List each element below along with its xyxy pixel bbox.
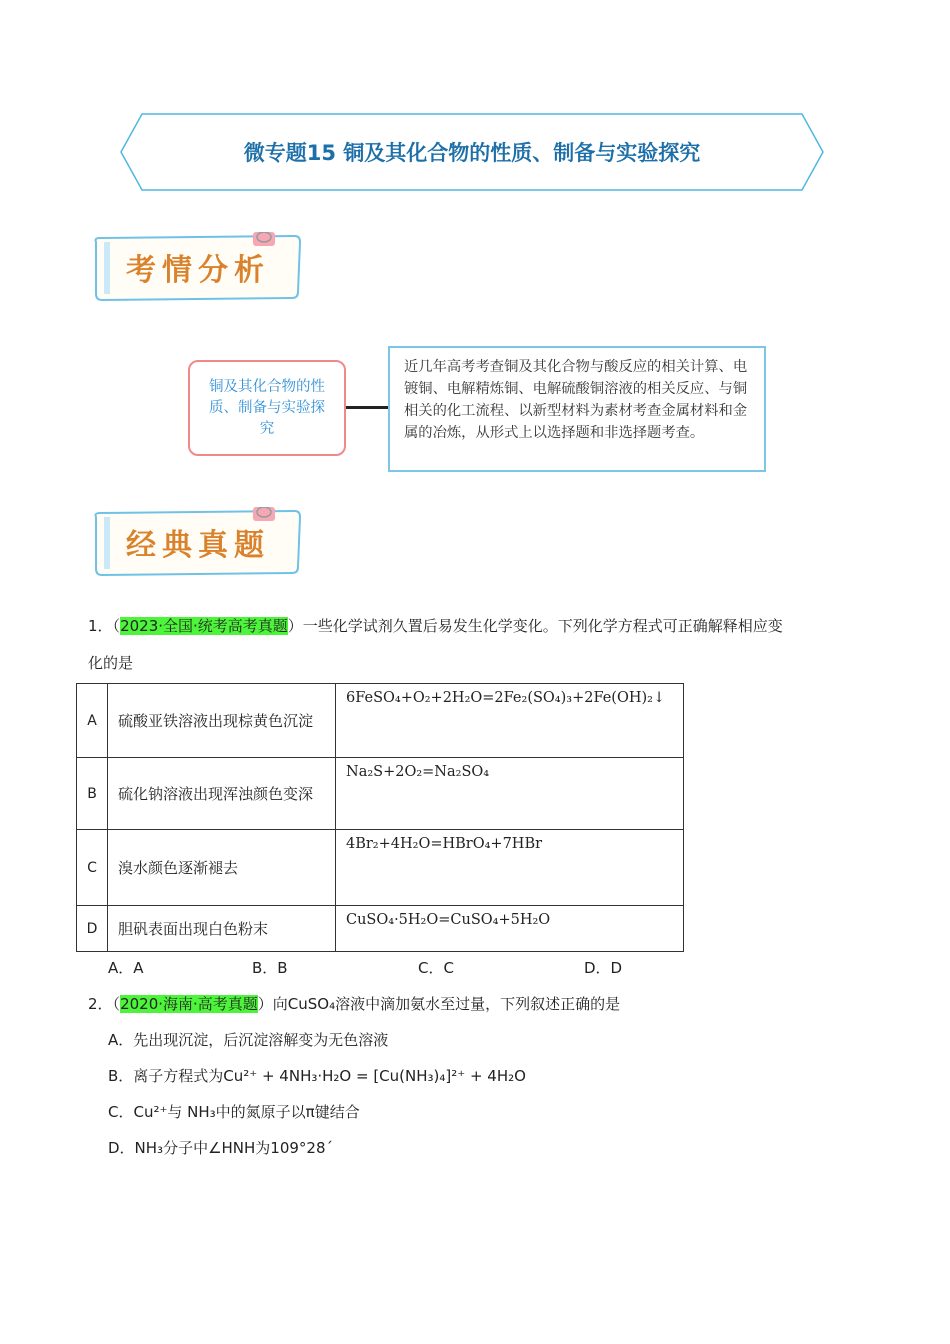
row-letter: A xyxy=(77,684,108,758)
row-letter: D xyxy=(77,906,108,952)
q2-option-d[interactable]: D．NH₃分子中∠HNH为109°28´ xyxy=(108,1139,334,1157)
section-label-classic xyxy=(90,507,302,577)
row-description: 硫化钠溶液出现浑浊颜色变深 xyxy=(108,758,336,830)
section-title-analysis: 考情分析 xyxy=(126,253,270,288)
connector-line xyxy=(346,406,390,409)
row-equation: CuSO₄·5H₂O=CuSO₄+5H₂O xyxy=(336,906,684,952)
table-row xyxy=(77,758,684,830)
row-description: 胆矾表面出现白色粉末 xyxy=(108,906,336,952)
q2-open-paren: （ xyxy=(112,995,121,1013)
row-letter: C xyxy=(77,830,108,906)
q1-table xyxy=(76,683,684,952)
row-description: 溴水颜色逐渐褪去 xyxy=(108,830,336,906)
row-equation: 4Br₂+4H₂O=HBrO₄+7HBr xyxy=(336,830,684,906)
q2-stem-text: 向CuSO₄溶液中滴加氨水至过量，下列叙述正确的是 xyxy=(272,995,621,1013)
row-letter: B xyxy=(77,758,108,830)
q2-option-b[interactable]: B．离子方程式为Cu²⁺ + 4NH₃·H₂O = [Cu(NH₃)₄]²⁺ + 4H₂O xyxy=(108,1067,526,1085)
row-equation: 6FeSO₄+O₂+2H₂O=2Fe₂(SO₄)₃+2Fe(OH)₂↓ xyxy=(336,684,684,758)
row-description: 硫酸亚铁溶液出现棕黄色沉淀 xyxy=(108,684,336,758)
q2-number: 2． xyxy=(88,995,113,1013)
q2-close-paren: ） xyxy=(257,995,273,1013)
row-equation: Na₂S+2O₂=Na₂SO₄ xyxy=(336,758,684,830)
q2-stem-line xyxy=(88,992,620,1016)
page-title: 微专题15 铜及其化合物的性质、制备与实验探究 xyxy=(243,141,701,165)
q2-option-c[interactable]: C．Cu²⁺与 NH₃中的氮原子以π键结合 xyxy=(108,1103,360,1121)
table-row xyxy=(77,830,684,906)
q1-stem-text: 一些化学试剂久置后易发生化学变化。下列化学方程式可正确解释相应变 xyxy=(302,617,783,635)
q1-number: 1． xyxy=(88,617,113,635)
q1-close-paren: ） xyxy=(287,617,303,635)
section-title-classic: 经典真题 xyxy=(126,528,270,563)
q1-stem-line1 xyxy=(88,614,783,638)
q1-option-a[interactable]: A．A xyxy=(108,959,144,977)
q1-stem-line2: 化的是 xyxy=(88,654,134,672)
q1-option-b[interactable]: B．B xyxy=(252,959,288,977)
q1-source: 2023·全国·统考高考真题 xyxy=(120,617,288,635)
table-row xyxy=(77,684,684,758)
q2-source: 2020·海南·高考真题 xyxy=(120,995,258,1013)
q1-option-c[interactable]: C．C xyxy=(418,959,454,977)
analysis-text: 近几年高考考查铜及其化合物与酸反应的相关计算、电镀铜、电解精炼铜、电解硫酸铜溶液的相关反应、与铜相关的化工流程、以新型材料为素材考查金属材料和金属的冶炼，从形式上以选择题和非选择题考查。 xyxy=(388,346,766,472)
topic-box: 铜及其化合物的性质、制备与实验探究 xyxy=(188,360,346,456)
q2-option-a[interactable]: A．先出现沉淀，后沉淀溶解变为无色溶液 xyxy=(108,1031,389,1049)
q1-option-d[interactable]: D．D xyxy=(584,959,623,977)
q1-open-paren: （ xyxy=(112,617,121,635)
table-row xyxy=(77,906,684,952)
section-label-analysis xyxy=(90,232,302,302)
